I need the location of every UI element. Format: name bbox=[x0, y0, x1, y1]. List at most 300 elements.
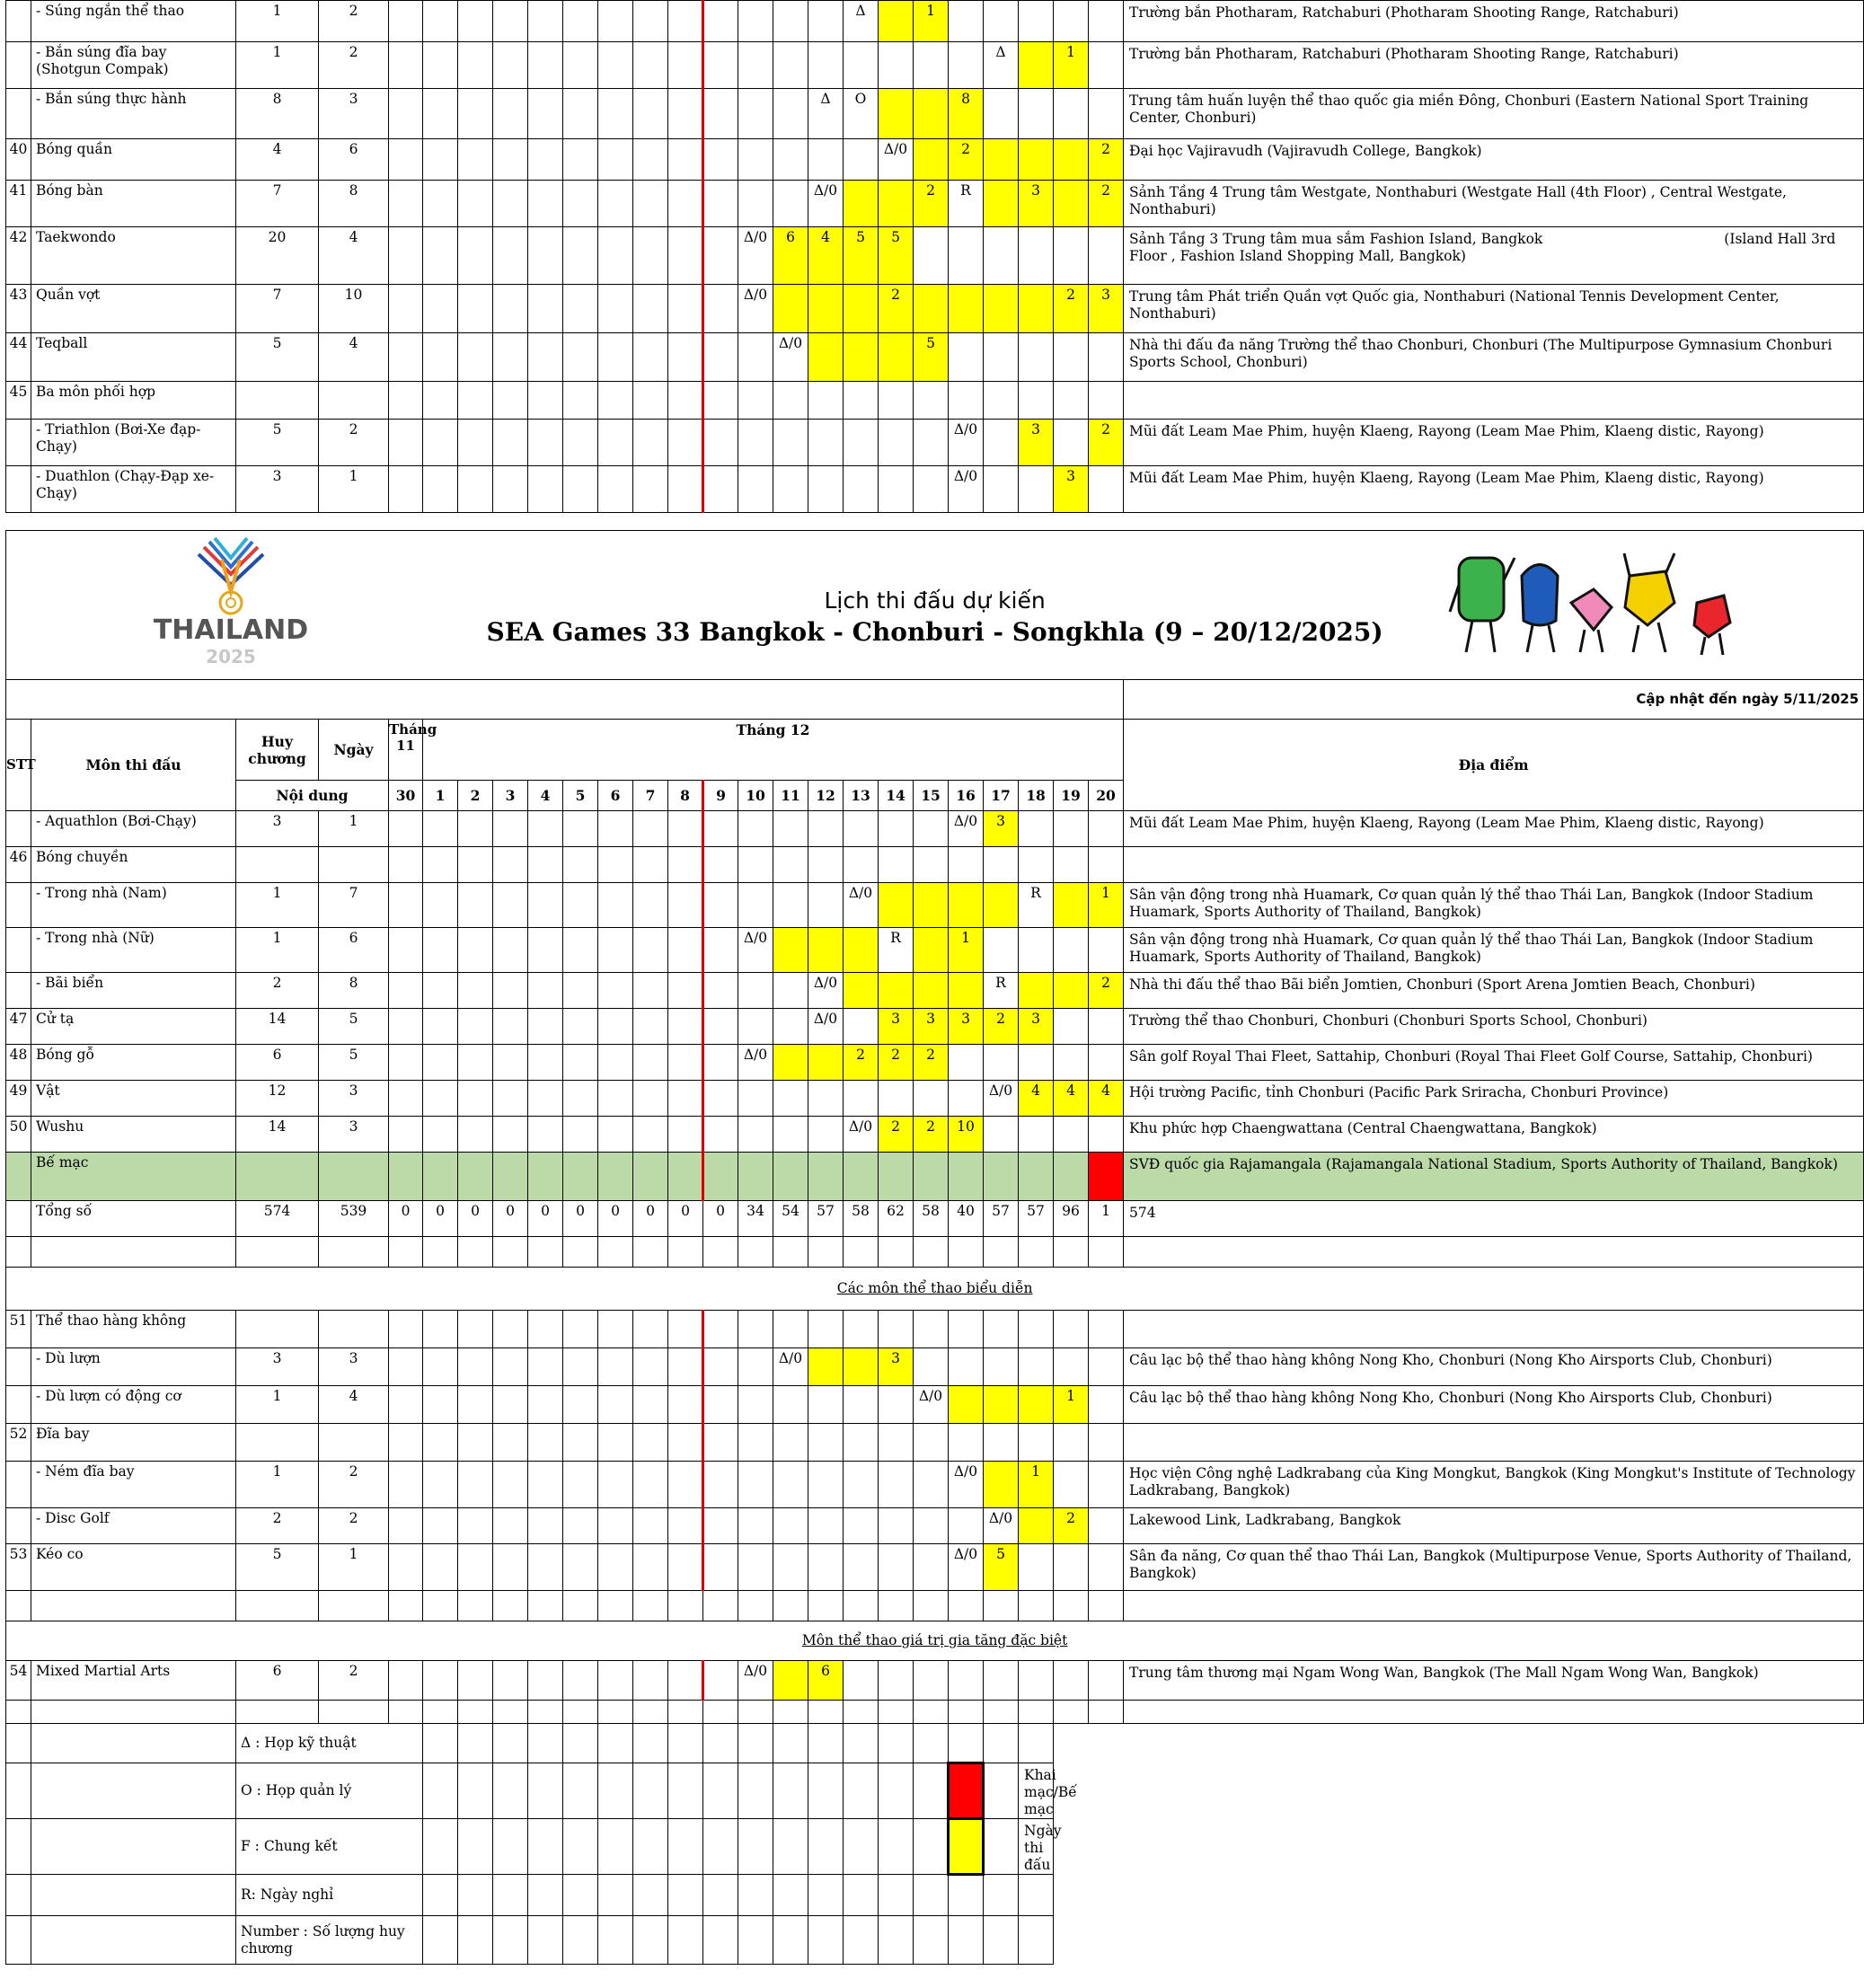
day-cell bbox=[389, 181, 423, 227]
medal-count: 1 bbox=[236, 928, 319, 973]
sport-name: - Aquathlon (Bơi-Chạy) bbox=[31, 811, 236, 847]
event-row bbox=[6, 42, 1864, 89]
day-cell bbox=[984, 1117, 1019, 1153]
day-cell bbox=[703, 227, 738, 285]
legend-row bbox=[6, 1819, 1864, 1875]
day-cell bbox=[423, 466, 458, 513]
sport-name: - Bắn súng thực hành bbox=[31, 89, 236, 139]
day-cell bbox=[703, 1311, 738, 1348]
day-count: 2 bbox=[319, 42, 389, 89]
day-cell bbox=[528, 466, 563, 513]
day-cell bbox=[844, 973, 879, 1009]
day-cell bbox=[389, 333, 423, 382]
day-cell bbox=[563, 1462, 598, 1508]
day-cell bbox=[458, 420, 493, 466]
day-cell: 3 bbox=[949, 1009, 984, 1045]
day-cell bbox=[1089, 847, 1124, 883]
empty-cell bbox=[423, 1591, 458, 1621]
day-cell bbox=[1054, 1045, 1089, 1081]
venue-cell: Mũi đất Leam Mae Phim, huyện Klaeng, Rayong (Leam Mae Phim, Klaeng distic, Rayong) bbox=[1124, 466, 1864, 513]
day-cell bbox=[598, 1544, 633, 1591]
empty-cell bbox=[236, 1701, 319, 1724]
venue-cell: Câu lạc bộ thể thao hàng không Nong Kho, Chonburi (Nong Kho Airsports Club, Chonburi) bbox=[1124, 1386, 1864, 1424]
day-cell bbox=[1019, 1, 1054, 42]
day-cell bbox=[844, 1386, 879, 1424]
day-cell bbox=[528, 1, 563, 42]
day-count: 2 bbox=[319, 1661, 389, 1701]
venue-cell: Sân đa năng, Cơ quan thể thao Thái Lan, Bangkok (Multipurpose Venue, Sports Authority of Thailand, Bangkok) bbox=[1124, 1544, 1864, 1591]
day-cell bbox=[563, 139, 598, 181]
empty-cell bbox=[423, 1724, 458, 1763]
day-cell bbox=[423, 1462, 458, 1508]
day-cell: 3 bbox=[1019, 420, 1054, 466]
medal-count: 3 bbox=[236, 466, 319, 513]
day-cell bbox=[879, 1462, 914, 1508]
empty-cell bbox=[984, 1724, 1019, 1763]
total-day-value: 0 bbox=[598, 1201, 633, 1237]
empty-cell bbox=[319, 1237, 389, 1268]
day-cell bbox=[458, 1009, 493, 1045]
day-cell bbox=[563, 1081, 598, 1117]
day-cell bbox=[703, 1, 738, 42]
sport-name: Wushu bbox=[31, 1117, 236, 1153]
empty-cell bbox=[703, 1763, 738, 1819]
day-cell bbox=[528, 1544, 563, 1591]
empty-cell bbox=[528, 1701, 563, 1724]
day-cell bbox=[633, 1348, 668, 1386]
day-cell bbox=[738, 1117, 773, 1153]
day-count bbox=[319, 1153, 389, 1201]
empty-cell bbox=[1019, 1237, 1054, 1268]
day-cell bbox=[668, 1, 703, 42]
row-stt: 46 bbox=[6, 847, 31, 883]
day-cell bbox=[808, 466, 844, 513]
day-cell bbox=[389, 1311, 423, 1348]
day-cell bbox=[703, 382, 738, 420]
date-18: 18 bbox=[1019, 781, 1054, 811]
empty-cell bbox=[31, 1237, 236, 1268]
empty-cell bbox=[493, 1916, 528, 1965]
medal-count: 3 bbox=[236, 811, 319, 847]
day-cell bbox=[1054, 811, 1089, 847]
day-cell bbox=[389, 973, 423, 1009]
empty-cell bbox=[1054, 1591, 1089, 1621]
day-cell bbox=[563, 928, 598, 973]
day-cell bbox=[528, 1462, 563, 1508]
venue-cell bbox=[1124, 1424, 1864, 1462]
day-cell bbox=[914, 89, 949, 139]
empty-cell bbox=[808, 1763, 844, 1819]
empty-cell bbox=[738, 1763, 773, 1819]
day-cell bbox=[879, 382, 914, 420]
day-cell bbox=[1054, 227, 1089, 285]
medal-count: 7 bbox=[236, 285, 319, 333]
day-cell bbox=[458, 1661, 493, 1701]
venue-cell: Trung tâm huấn luyện thể thao quốc gia miền Đông, Chonburi (Eastern National Sport Training Center, Chonburi) bbox=[1124, 89, 1864, 139]
day-cell bbox=[598, 1153, 633, 1201]
venue-cell: Câu lạc bộ thể thao hàng không Nong Kho, Chonburi (Nong Kho Airsports Club, Chonburi) bbox=[1124, 1348, 1864, 1386]
total-day-value: 0 bbox=[389, 1201, 423, 1237]
medal-count: 2 bbox=[236, 1508, 319, 1544]
day-cell bbox=[773, 1424, 808, 1462]
event-row bbox=[6, 139, 1864, 181]
medal-count bbox=[236, 1311, 319, 1348]
day-cell bbox=[493, 1009, 528, 1045]
empty-cell bbox=[879, 1591, 914, 1621]
day-cell bbox=[1019, 1311, 1054, 1348]
day-count: 3 bbox=[319, 1348, 389, 1386]
empty-cell bbox=[423, 1819, 458, 1875]
day-cell bbox=[738, 181, 773, 227]
day-cell: 2 bbox=[914, 181, 949, 227]
day-cell bbox=[528, 847, 563, 883]
day-cell bbox=[458, 1462, 493, 1508]
day-cell bbox=[879, 42, 914, 89]
day-count: 4 bbox=[319, 333, 389, 382]
day-cell bbox=[668, 285, 703, 333]
day-cell bbox=[633, 382, 668, 420]
row-stt bbox=[6, 89, 31, 139]
day-cell bbox=[528, 1348, 563, 1386]
day-cell bbox=[844, 285, 879, 333]
header-row-1 bbox=[6, 720, 1864, 781]
empty-cell bbox=[493, 1819, 528, 1875]
day-cell bbox=[423, 1348, 458, 1386]
day-cell bbox=[1019, 1508, 1054, 1544]
day-cell: 5 bbox=[984, 1544, 1019, 1591]
venue-cell: Trung tâm thương mại Ngam Wong Wan, Bangkok (The Mall Ngam Wong Wan, Bangkok) bbox=[1124, 1661, 1864, 1701]
event-row bbox=[6, 1348, 1864, 1386]
venue-cell: Sảnh Tầng 4 Trung tâm Westgate, Nonthaburi (Westgate Hall (4th Floor) , Central Westgate, Nonthaburi) bbox=[1124, 181, 1864, 227]
day-cell bbox=[949, 333, 984, 382]
empty-cell bbox=[458, 1875, 493, 1916]
day-cell bbox=[423, 1009, 458, 1045]
day-cell bbox=[598, 1348, 633, 1386]
day-cell bbox=[598, 811, 633, 847]
day-cell bbox=[808, 42, 844, 89]
day-count: 3 bbox=[319, 1117, 389, 1153]
row-stt: 51 bbox=[6, 1311, 31, 1348]
event-row bbox=[6, 1544, 1864, 1591]
day-cell bbox=[879, 420, 914, 466]
day-cell: Δ/0 bbox=[738, 928, 773, 973]
header-medals: Huy chương bbox=[236, 720, 319, 781]
venue-cell: Sân golf Royal Thai Fleet, Sattahip, Chonburi (Royal Thai Fleet Golf Course, Sattahip, Chonburi) bbox=[1124, 1045, 1864, 1081]
day-cell bbox=[458, 42, 493, 89]
date-20: 20 bbox=[1089, 781, 1124, 811]
day-cell: Δ bbox=[844, 1, 879, 42]
day-cell bbox=[738, 1153, 773, 1201]
day-cell bbox=[668, 1508, 703, 1544]
empty-cell bbox=[984, 1763, 1019, 1819]
day-cell bbox=[1089, 1009, 1124, 1045]
day-cell bbox=[458, 1045, 493, 1081]
day-cell bbox=[1054, 181, 1089, 227]
day-cell bbox=[773, 42, 808, 89]
venue-cell: Sân vận động trong nhà Huamark, Cơ quan quản lý thể thao Thái Lan, Bangkok (Indoor Stadium Huamark, Sports Authority of Thailand, Bangkok) bbox=[1124, 928, 1864, 973]
empty-cell bbox=[6, 1875, 31, 1916]
day-cell bbox=[879, 1386, 914, 1424]
day-cell bbox=[598, 42, 633, 89]
day-cell bbox=[738, 1508, 773, 1544]
day-cell bbox=[879, 811, 914, 847]
day-cell bbox=[598, 1117, 633, 1153]
day-cell bbox=[668, 1661, 703, 1701]
day-cell: Δ/0 bbox=[949, 466, 984, 513]
day-cell: 3 bbox=[984, 811, 1019, 847]
day-cell bbox=[773, 811, 808, 847]
day-cell bbox=[563, 1117, 598, 1153]
day-count: 2 bbox=[319, 1462, 389, 1508]
legend-label: Khai mạc/Bế mạc bbox=[1019, 1763, 1054, 1819]
day-cell bbox=[879, 973, 914, 1009]
day-cell bbox=[1019, 227, 1054, 285]
day-cell bbox=[458, 227, 493, 285]
day-cell bbox=[493, 1462, 528, 1508]
empty-cell bbox=[773, 1819, 808, 1875]
date-14: 14 bbox=[879, 781, 914, 811]
day-cell bbox=[423, 333, 458, 382]
day-cell bbox=[984, 420, 1019, 466]
day-cell bbox=[458, 181, 493, 227]
day-cell bbox=[598, 1045, 633, 1081]
empty-cell bbox=[844, 1819, 879, 1875]
day-cell bbox=[808, 1544, 844, 1591]
empty-cell bbox=[528, 1916, 563, 1965]
date-6: 6 bbox=[598, 781, 633, 811]
venue-cell: Mũi đất Leam Mae Phim, huyện Klaeng, Rayong (Leam Mae Phim, Klaeng distic, Rayong) bbox=[1124, 420, 1864, 466]
day-cell bbox=[703, 1081, 738, 1117]
sport-name: - Bắn súng đĩa bay (Shotgun Compak) bbox=[31, 42, 236, 89]
day-cell bbox=[984, 1462, 1019, 1508]
empty-cell bbox=[6, 1916, 31, 1965]
day-cell bbox=[668, 1117, 703, 1153]
day-cell bbox=[949, 382, 984, 420]
day-cell bbox=[844, 1153, 879, 1201]
row-stt bbox=[6, 1348, 31, 1386]
empty-cell bbox=[6, 1724, 31, 1763]
day-cell bbox=[703, 1153, 738, 1201]
day-cell bbox=[633, 973, 668, 1009]
empty-cell bbox=[458, 1819, 493, 1875]
empty-cell bbox=[236, 1591, 319, 1621]
day-count: 1 bbox=[319, 1544, 389, 1591]
legend-label bbox=[1019, 1875, 1054, 1916]
day-cell bbox=[458, 811, 493, 847]
day-cell bbox=[563, 42, 598, 89]
day-cell bbox=[703, 847, 738, 883]
empty-cell bbox=[598, 1819, 633, 1875]
event-row bbox=[6, 1386, 1864, 1424]
day-cell: 1 bbox=[1089, 883, 1124, 928]
day-cell bbox=[879, 466, 914, 513]
day-cell bbox=[808, 1424, 844, 1462]
empty-cell bbox=[1089, 1237, 1124, 1268]
day-cell bbox=[423, 285, 458, 333]
venue-cell bbox=[1124, 1311, 1864, 1348]
day-cell bbox=[423, 1153, 458, 1201]
empty-cell bbox=[703, 1819, 738, 1875]
day-cell bbox=[528, 89, 563, 139]
day-cell bbox=[773, 1009, 808, 1045]
day-cell bbox=[773, 1081, 808, 1117]
mascots-image bbox=[1450, 540, 1746, 666]
day-cell bbox=[423, 1081, 458, 1117]
day-cell bbox=[458, 1, 493, 42]
day-cell: 2 bbox=[1054, 1508, 1089, 1544]
day-cell bbox=[773, 928, 808, 973]
day-cell bbox=[633, 42, 668, 89]
day-cell bbox=[458, 382, 493, 420]
day-cell bbox=[458, 973, 493, 1009]
day-cell bbox=[949, 1348, 984, 1386]
row-stt bbox=[6, 1153, 31, 1201]
day-cell bbox=[949, 973, 984, 1009]
event-row bbox=[6, 883, 1864, 928]
day-cell bbox=[528, 1508, 563, 1544]
empty-cell bbox=[738, 1724, 773, 1763]
legend-label bbox=[1019, 1916, 1054, 1965]
medal-count: 6 bbox=[236, 1045, 319, 1081]
day-cell: Δ/0 bbox=[808, 1009, 844, 1045]
day-cell bbox=[703, 1386, 738, 1424]
medal-count: 1 bbox=[236, 883, 319, 928]
empty-cell bbox=[984, 1916, 1019, 1965]
event-row bbox=[6, 466, 1864, 513]
day-cell bbox=[773, 1153, 808, 1201]
day-cell bbox=[423, 1, 458, 42]
day-cell bbox=[528, 1311, 563, 1348]
day-cell bbox=[598, 928, 633, 973]
day-cell bbox=[1054, 1661, 1089, 1701]
day-cell bbox=[633, 1045, 668, 1081]
day-count: 3 bbox=[319, 1081, 389, 1117]
day-cell bbox=[738, 847, 773, 883]
day-cell bbox=[389, 811, 423, 847]
day-cell bbox=[598, 1661, 633, 1701]
day-cell bbox=[1089, 1386, 1124, 1424]
day-cell: 3 bbox=[1054, 466, 1089, 513]
day-cell bbox=[879, 181, 914, 227]
row-stt: 48 bbox=[6, 1045, 31, 1081]
row-stt: 44 bbox=[6, 333, 31, 382]
day-cell bbox=[633, 420, 668, 466]
event-row bbox=[6, 227, 1864, 285]
day-cell bbox=[703, 1661, 738, 1701]
day-cell bbox=[1019, 42, 1054, 89]
totals-row bbox=[6, 1201, 1864, 1237]
day-cell: Δ/0 bbox=[984, 1508, 1019, 1544]
day-cell: 2 bbox=[844, 1045, 879, 1081]
venue-cell: Mũi đất Leam Mae Phim, huyện Klaeng, Rayong (Leam Mae Phim, Klaeng distic, Rayong) bbox=[1124, 811, 1864, 847]
day-cell bbox=[1089, 1117, 1124, 1153]
day-cell bbox=[1054, 883, 1089, 928]
day-cell bbox=[808, 1386, 844, 1424]
day-cell bbox=[493, 1348, 528, 1386]
day-cell bbox=[914, 227, 949, 285]
sport-name: Bóng bàn bbox=[31, 181, 236, 227]
day-cell bbox=[703, 181, 738, 227]
sport-name: - Súng ngắn thể thao bbox=[31, 1, 236, 42]
day-cell bbox=[773, 1544, 808, 1591]
day-cell bbox=[1089, 333, 1124, 382]
day-cell bbox=[844, 928, 879, 973]
empty-cell bbox=[31, 1875, 236, 1916]
day-cell: 6 bbox=[808, 1661, 844, 1701]
day-cell bbox=[773, 139, 808, 181]
empty-cell bbox=[844, 1724, 879, 1763]
day-cell bbox=[668, 42, 703, 89]
day-cell bbox=[668, 1462, 703, 1508]
day-cell bbox=[1054, 1544, 1089, 1591]
empty-cell bbox=[598, 1763, 633, 1819]
empty-cell bbox=[879, 1875, 914, 1916]
venue-cell: Trường bắn Photharam, Ratchaburi (Photharam Shooting Range, Ratchaburi) bbox=[1124, 42, 1864, 89]
spacer-row bbox=[6, 1591, 1864, 1621]
day-cell bbox=[528, 285, 563, 333]
day-count: 6 bbox=[319, 928, 389, 973]
day-cell bbox=[984, 285, 1019, 333]
venue-cell: Sảnh Tầng 3 Trung tâm mua sắm Fashion Island, Bangkok (Island Hall 3rd Floor , Fashion Island Shopping Mall, Bangkok) bbox=[1124, 227, 1864, 285]
day-cell bbox=[563, 1045, 598, 1081]
empty-cell bbox=[914, 1591, 949, 1621]
empty-cell bbox=[914, 1237, 949, 1268]
day-cell bbox=[493, 1508, 528, 1544]
total-day-value: 57 bbox=[1019, 1201, 1054, 1237]
venue-cell: Khu phức hợp Chaengwattana (Central Chaengwattana, Bangkok) bbox=[1124, 1117, 1864, 1153]
day-cell: 1 bbox=[1054, 42, 1089, 89]
day-cell bbox=[563, 883, 598, 928]
day-cell bbox=[493, 89, 528, 139]
spacer-row bbox=[6, 1237, 1864, 1268]
venue-cell: Học viện Công nghệ Ladkrabang của King Mongkut, Bangkok (King Mongkut's Institute of Technology Ladkrabang, Bangkok) bbox=[1124, 1462, 1864, 1508]
legend-label: Ngày thi đấu bbox=[1019, 1819, 1054, 1875]
empty-cell bbox=[738, 1819, 773, 1875]
empty-cell bbox=[563, 1591, 598, 1621]
day-cell bbox=[1089, 1045, 1124, 1081]
day-cell bbox=[879, 1153, 914, 1201]
empty-cell bbox=[879, 1701, 914, 1724]
event-row bbox=[6, 89, 1864, 139]
day-cell: 2 bbox=[984, 1009, 1019, 1045]
day-cell bbox=[668, 928, 703, 973]
day-cell bbox=[844, 847, 879, 883]
empty-cell bbox=[493, 1701, 528, 1724]
empty-cell bbox=[914, 1763, 949, 1819]
day-cell bbox=[914, 928, 949, 973]
empty-cell bbox=[808, 1916, 844, 1965]
empty-cell bbox=[633, 1701, 668, 1724]
medal-count: 5 bbox=[236, 1544, 319, 1591]
day-cell bbox=[844, 1661, 879, 1701]
medal-count bbox=[236, 1424, 319, 1462]
empty-cell bbox=[633, 1591, 668, 1621]
day-cell: 3 bbox=[1019, 181, 1054, 227]
day-cell bbox=[598, 227, 633, 285]
day-cell: 2 bbox=[914, 1045, 949, 1081]
event-row bbox=[6, 1117, 1864, 1153]
day-cell bbox=[879, 1081, 914, 1117]
day-cell bbox=[984, 1386, 1019, 1424]
day-cell bbox=[389, 847, 423, 883]
day-cell bbox=[423, 1661, 458, 1701]
day-cell bbox=[984, 333, 1019, 382]
day-cell bbox=[598, 1508, 633, 1544]
day-cell bbox=[668, 466, 703, 513]
day-cell bbox=[563, 420, 598, 466]
empty-cell bbox=[458, 1763, 493, 1819]
day-cell bbox=[808, 1348, 844, 1386]
